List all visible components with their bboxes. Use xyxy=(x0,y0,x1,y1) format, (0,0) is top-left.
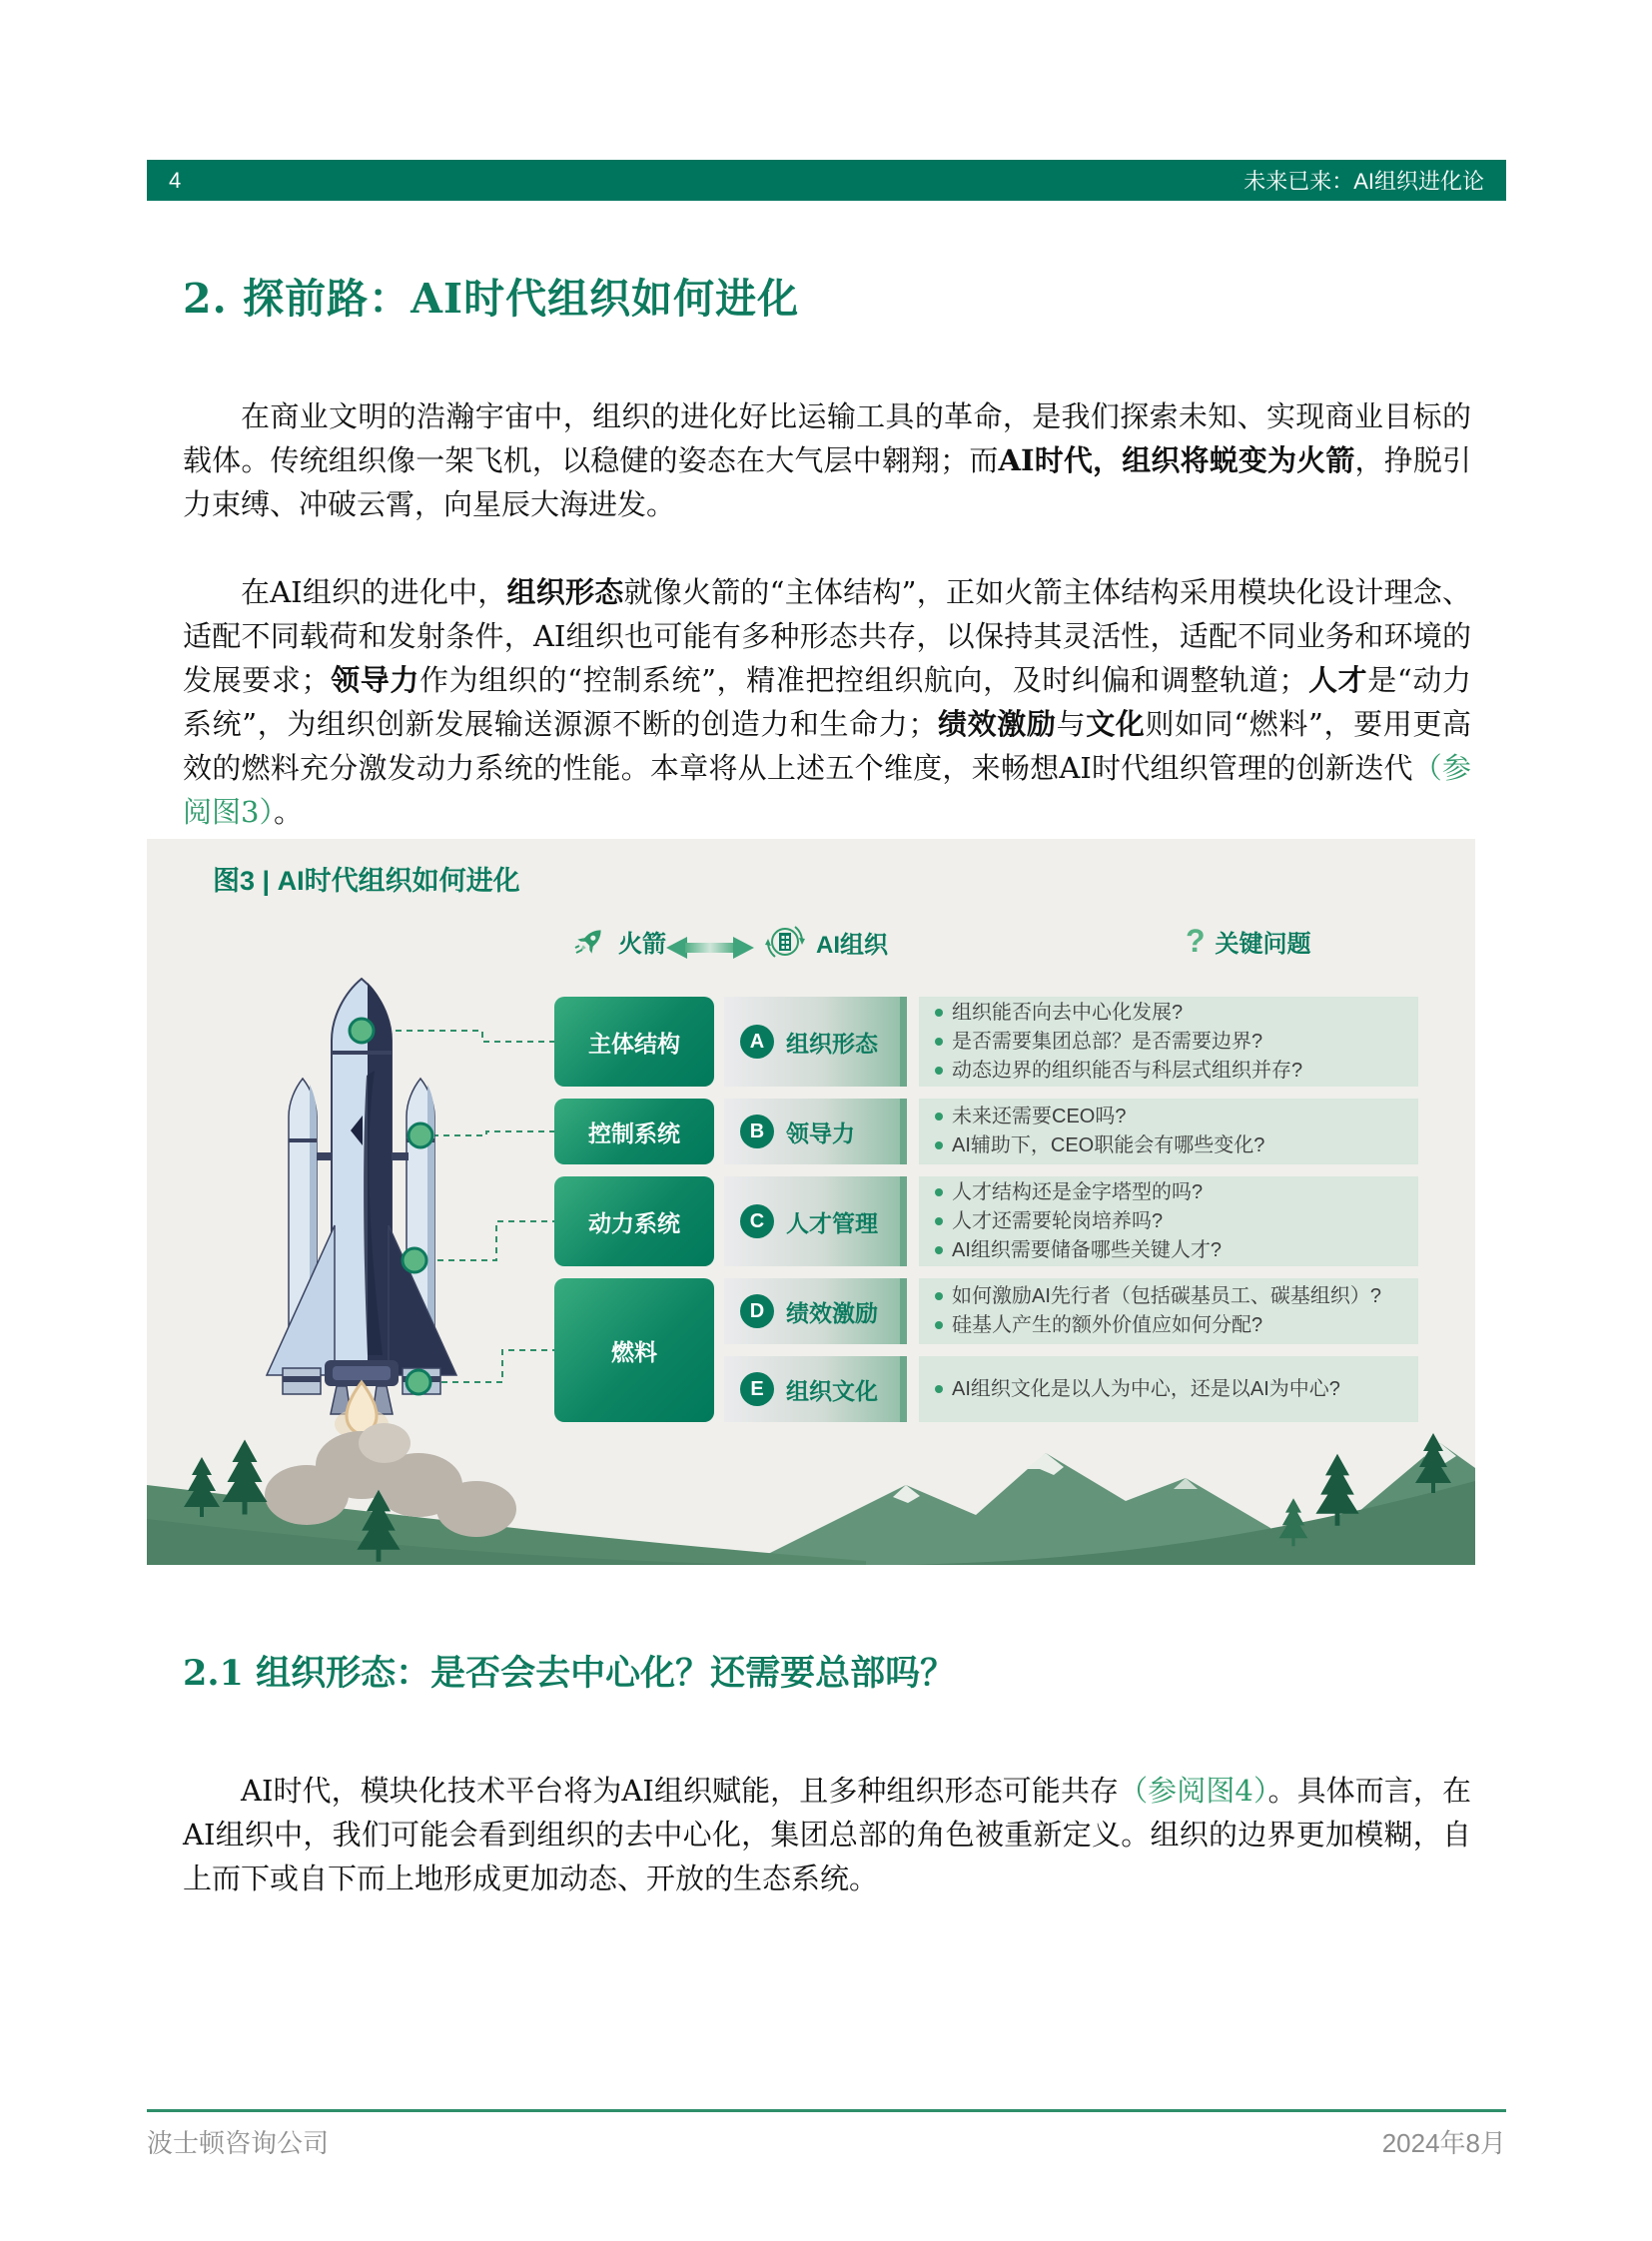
legend-key-questions-label: 关键问题 xyxy=(1215,931,1311,958)
paragraph-2 xyxy=(183,570,1471,834)
section-heading: 2. 探前路：AI时代组织如何进化 xyxy=(183,275,800,323)
badge-d: D xyxy=(740,1294,774,1328)
figure-title: 图3 | AI时代组织如何进化 xyxy=(213,866,520,896)
legend-rocket-label: 火箭 xyxy=(618,930,666,958)
dimension-cell xyxy=(724,1278,907,1344)
question-icon: ? xyxy=(1186,923,1206,959)
dimension-cell xyxy=(724,1356,907,1422)
text-run: 。具体而言，在AI组织中，我们可能会看到组织的去中心化，集团总部的角色被重新定义。组织的边界更加模糊，自上而下或自下而上地形成更加动态、开放的生态系统。 xyxy=(183,1774,1471,1895)
row-power xyxy=(554,1176,1418,1266)
bullet-dot xyxy=(935,1141,943,1149)
badge-b: B xyxy=(740,1115,774,1148)
bullet-dot xyxy=(935,1113,943,1120)
questions-panel xyxy=(919,1099,1418,1164)
bullet-dot xyxy=(935,1217,943,1225)
paragraph-1 xyxy=(183,394,1471,526)
footer-date: 2024年8月 xyxy=(1381,2128,1506,2158)
footer-company: 波士顿咨询公司 xyxy=(147,2128,330,2158)
bullet-dot xyxy=(935,1292,943,1300)
dimension-label: 人才管理 xyxy=(786,1209,878,1236)
question-item: AI辅助下，CEO职能会有哪些变化? xyxy=(935,1131,1402,1160)
text-run: ，挣脱引力束缚、冲破云霄，向星辰大海进发。 xyxy=(183,443,1471,521)
bold-run: 领导力 xyxy=(330,663,419,697)
row-incentive xyxy=(714,1278,1418,1344)
bold-run: 绩效激励 xyxy=(937,707,1057,741)
question-item: 组织能否向去中心化发展? xyxy=(935,999,1402,1028)
legend-ai-org xyxy=(764,921,888,963)
bold-run: 人才 xyxy=(1307,663,1368,697)
callout-dot-power xyxy=(403,1248,426,1272)
questions-panel xyxy=(919,1176,1418,1266)
text-run: 。 xyxy=(273,795,303,829)
rocket-part-label: 燃料 xyxy=(554,1278,714,1422)
footer-divider xyxy=(147,2109,1506,2112)
bullet-dot xyxy=(935,1188,943,1196)
legend-rocket xyxy=(572,923,666,959)
row-structure xyxy=(554,997,1418,1087)
page-header-bar xyxy=(147,160,1506,201)
dimension-cell xyxy=(724,1176,907,1266)
question-item: AI组织需要储备哪些关键人才? xyxy=(935,1236,1402,1265)
row-culture xyxy=(714,1356,1418,1422)
question-item: 动态边界的组织能否与科层式组织并存? xyxy=(935,1057,1402,1086)
question-item: 硅基人产生的额外价值应如何分配? xyxy=(935,1311,1402,1340)
question-item: 是否需要集团总部？是否需要边界? xyxy=(935,1028,1402,1057)
subsection-heading: 2.1 组织形态：是否会去中心化？还需要总部吗？ xyxy=(183,1653,956,1694)
figure-4-reference-link[interactable]: （参阅图4） xyxy=(1119,1774,1268,1808)
landscape-illustration xyxy=(147,1423,1475,1565)
badge-c: C xyxy=(740,1204,774,1238)
text-run: AI时代，模块化技术平台将为AI组织赋能，且多种组织形态可能共存 xyxy=(241,1774,1120,1808)
question-item: 如何激励AI先行者（包括碳基员工、碳基组织）? xyxy=(935,1282,1402,1311)
bullet-dot xyxy=(935,1038,943,1046)
bold-run: 组织形态 xyxy=(506,575,624,609)
questions-panel xyxy=(919,1278,1418,1344)
dimension-label: 领导力 xyxy=(786,1120,855,1146)
paragraph-3 xyxy=(183,1769,1471,1900)
dimension-cell xyxy=(724,997,907,1087)
text-run: 则如同“燃料”，要用更高效的燃料充分激发动力系统的性能。本章将从上述五个维度，来畅想AI时代组织管理的创新迭代 xyxy=(183,707,1471,785)
row-fuel-group xyxy=(554,1278,1418,1422)
rocket-part-label: 动力系统 xyxy=(554,1176,714,1266)
dimension-label: 组织形态 xyxy=(786,1030,878,1057)
bullet-dot xyxy=(935,1067,943,1075)
text-run: 是“动力系统”，为组织创新发展输送源源不断的创造力和生命力； xyxy=(183,663,1471,741)
dimension-label: 组织文化 xyxy=(786,1377,878,1404)
text-run: 在AI组织的进化中， xyxy=(241,575,507,609)
figure-3 xyxy=(147,839,1475,1565)
callout-dot-structure xyxy=(350,1019,374,1043)
callout-dot-fuel xyxy=(407,1370,430,1394)
row-control xyxy=(554,1099,1418,1164)
building-icon xyxy=(764,921,806,963)
legend-key-questions xyxy=(1186,923,1311,960)
text-run: 在商业文明的浩瀚宇宙中，组织的进化好比运输工具的革命，是我们探索未知、实现商业目标的载体。传统组织像一架飞机，以稳健的姿态在大气层中翱翔；而 xyxy=(183,399,1471,477)
question-item: 人才结构还是金字塔型的吗? xyxy=(935,1178,1402,1207)
running-title: 未来已来：AI组织进化论 xyxy=(1243,169,1484,194)
bullet-dot xyxy=(935,1246,943,1254)
text-run: 作为组织的“控制系统”，精准把控组织航向，及时纠偏和调整轨道； xyxy=(419,663,1308,697)
badge-a: A xyxy=(740,1025,774,1059)
dimension-cell xyxy=(724,1099,907,1164)
bullet-dot xyxy=(935,1321,943,1329)
questions-panel xyxy=(919,997,1418,1087)
page-footer xyxy=(147,2123,1506,2160)
legend-ai-org-label: AI组织 xyxy=(816,931,888,959)
rocket-part-label: 控制系统 xyxy=(554,1099,714,1164)
bullet-dot xyxy=(935,1009,943,1017)
figure-3-reference-link[interactable]: （参阅图3） xyxy=(183,751,1471,829)
page-number: 4 xyxy=(169,167,182,193)
bullet-dot xyxy=(935,1385,943,1393)
badge-e: E xyxy=(740,1372,774,1406)
figure-mapping-rows xyxy=(554,997,1418,1422)
rocket-part-label: 主体结构 xyxy=(554,997,714,1087)
question-item: AI组织文化是以人为中心，还是以AI为中心? xyxy=(935,1375,1402,1404)
text-run: 与 xyxy=(1056,707,1087,741)
question-item: 人才还需要轮岗培养吗? xyxy=(935,1207,1402,1236)
rocket-icon xyxy=(572,923,608,959)
dimension-label: 绩效激励 xyxy=(786,1299,878,1326)
text-run: 就像火箭的“主体结构”，正如火箭主体结构采用模块化设计理念、适配不同载荷和发射条件，AI组织也可能有多种形态共存，以保持其灵活性，适配不同业务和环境的发展要求； xyxy=(183,575,1471,697)
rocket-illustration xyxy=(167,931,558,1435)
questions-panel xyxy=(919,1356,1418,1422)
double-arrow-icon xyxy=(666,935,754,961)
bold-run: 文化 xyxy=(1086,707,1146,741)
callout-dot-control xyxy=(409,1123,432,1147)
question-item: 未来还需要CEO吗? xyxy=(935,1103,1402,1131)
bold-run: AI时代，组织将蜕变为火箭 xyxy=(998,443,1355,477)
